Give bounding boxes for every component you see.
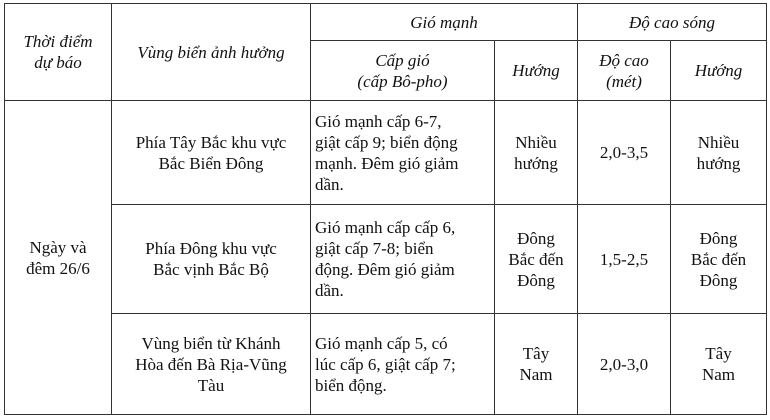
wind-direction-cell: Đông Bắc đến Đông — [495, 205, 578, 314]
table-row — [5, 101, 767, 205]
table-row — [5, 314, 767, 415]
header-wind-level: Cấp gió (cấp Bô-pho) — [311, 41, 495, 101]
wave-height-cell: 1,5-2,5 — [578, 205, 671, 314]
header-wave-height: Độ cao (mét) — [578, 41, 671, 101]
header-row-1 — [5, 4, 767, 41]
header-time: Thời điểm dự báo — [5, 4, 112, 101]
wind-level-cell: Gió mạnh cấp 6-7, giật cấp 9; biển động mạnh. Đêm gió giảm dần. — [311, 101, 495, 205]
wind-level-cell: Gió mạnh cấp cấp 6, giật cấp 7-8; biển động. Đêm gió giảm dần. — [311, 205, 495, 314]
area-cell: Vùng biển từ Khánh Hòa đến Bà Rịa-Vũng Tàu — [112, 314, 311, 415]
wave-direction-cell: Đông Bắc đến Đông — [671, 205, 767, 314]
forecast-table — [4, 3, 767, 415]
header-wind-group: Gió mạnh — [311, 4, 578, 41]
header-area: Vùng biển ảnh hưởng — [112, 4, 311, 101]
wave-direction-cell: Nhiều hướng — [671, 101, 767, 205]
header-wave-group: Độ cao sóng — [578, 4, 767, 41]
header-wind-direction: Hướng — [495, 41, 578, 101]
area-cell: Phía Tây Bắc khu vực Bắc Biển Đông — [112, 101, 311, 205]
area-cell: Phía Đông khu vực Bắc vịnh Bắc Bộ — [112, 205, 311, 314]
wind-direction-cell: Tây Nam — [495, 314, 578, 415]
time-cell: Ngày và đêm 26/6 — [5, 101, 112, 415]
header-wave-direction: Hướng — [671, 41, 767, 101]
wave-direction-cell: Tây Nam — [671, 314, 767, 415]
wind-level-cell: Gió mạnh cấp 5, có lúc cấp 6, giật cấp 7; biển động. — [311, 314, 495, 415]
wave-height-cell: 2,0-3,0 — [578, 314, 671, 415]
table-row — [5, 205, 767, 314]
wave-height-cell: 2,0-3,5 — [578, 101, 671, 205]
wind-direction-cell: Nhiều hướng — [495, 101, 578, 205]
